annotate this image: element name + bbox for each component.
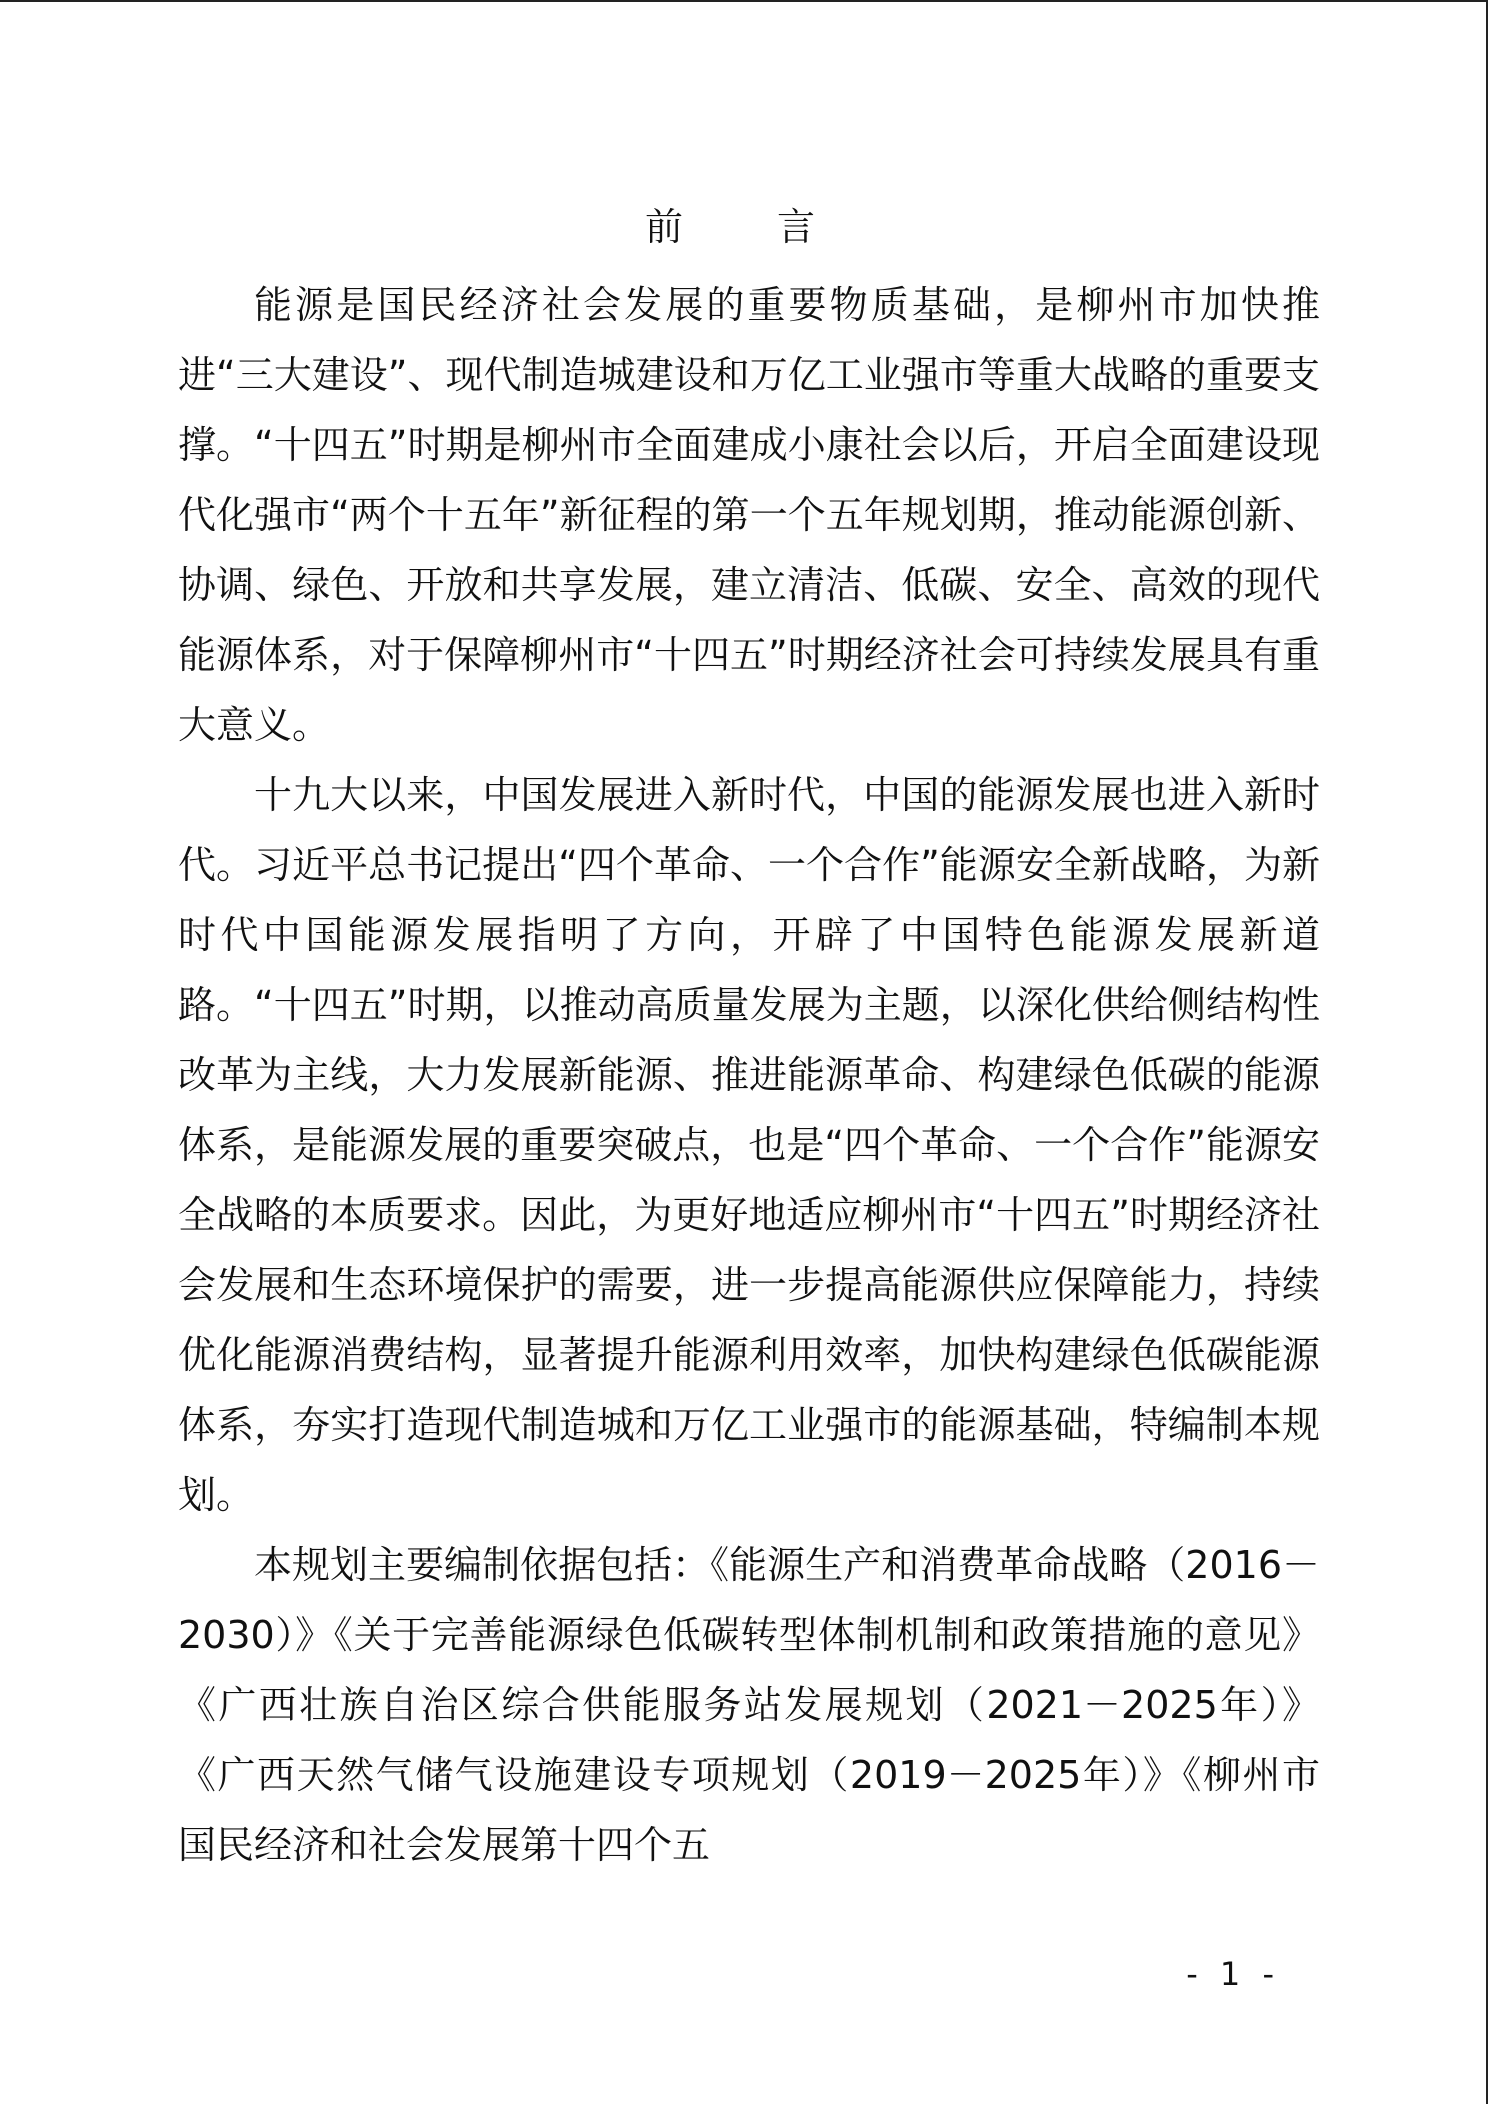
page-number: - 1 - bbox=[1186, 1955, 1280, 1993]
top-border bbox=[0, 0, 1488, 2]
document-body bbox=[178, 270, 1320, 1880]
paragraph-3: 本规划主要编制依据包括：《能源生产和消费革命战略（2016－2030）》《关于完善能源绿色低碳转型体制机制和政策措施的意见》《广西壮族自治区综合供能服务站发展规划（2021－2025年）》《广西天然气储气设施建设专项规划（2019－2025年）》《柳州市国民经济和社会发展第十四个五 bbox=[178, 1543, 1320, 1867]
paragraph-2: 十九大以来，中国发展进入新时代，中国的能源发展也进入新时代。习近平总书记提出“四个革命、一个合作”能源安全新战略，为新时代中国能源发展指明了方向，开辟了中国特色能源发展新道路。“十四五”时期，以推动高质量发展为主题，以深化供给侧结构性改革为主线，大力发展新能源、推进能源革命、构建绿色低碳的能源体系，是能源发展的重要突破点，也是“四个革命、一个合作”能源安全战略的本质要求。因此，为更好地适应柳州市“十四五”时期经济社会发展和生态环境保护的需要，进一步提高能源供应保障能力，持续优化能源消费结构，显著提升能源利用效率，加快构建绿色低碳能源体系，夯实打造现代制造城和万亿工业强市的能源基础，特编制本规划。 bbox=[178, 773, 1320, 1517]
paragraph-1: 能源是国民经济社会发展的重要物质基础，是柳州市加快推进“三大建设”、现代制造城建设和万亿工业强市等重大战略的重要支撑。“十四五”时期是柳州市全面建成小康社会以后，开启全面建设现代化强市“两个十五年”新征程的第一个五年规划期，推动能源创新、协调、绿色、开放和共享发展，建立清洁、低碳、安全、高效的现代能源体系，对于保障柳州市“十四五”时期经济社会可持续发展具有重大意义。 bbox=[178, 283, 1320, 747]
page-title: 前 言 bbox=[644, 205, 843, 249]
